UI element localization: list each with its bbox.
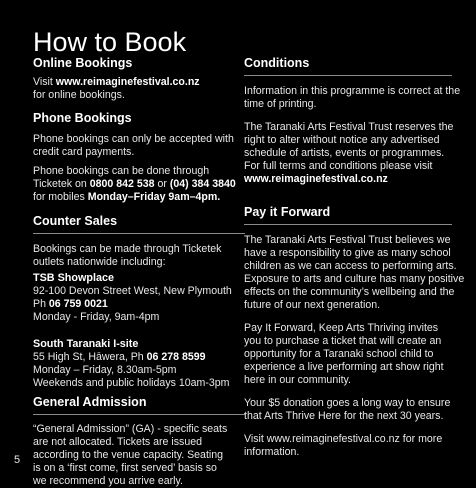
general-admission-line5: we recommend you arrive early. [33,475,183,487]
counter-sales-heading: Counter Sales [33,214,245,234]
pay-it-forward-heading: Pay it Forward [244,205,452,225]
right-column [244,56,465,459]
pif-p4-line1: Visit www.reimaginefestival.co.nz for more [244,433,443,445]
conditions-section [244,56,461,186]
conditions-p2-line1: The Taranaki Arts Festival Trust reserves the [244,121,454,133]
online-bookings-line [33,76,245,89]
phone-ticketek-line2 [33,178,245,191]
phone-or-text: or [154,178,170,190]
pif-p1-line2: have a responsibility to give as many school [244,247,451,259]
tsb-showplace-name: TSB Showplace [33,272,114,284]
conditions-p2-line2: right to alter without notice any advertised [244,134,440,146]
isite-phone: 06 278 8599 [146,351,206,363]
ticketek-phone-number: 0800 842 538 [89,178,155,190]
online-visit-text: Visit [33,76,56,88]
page-number: 5 [14,454,21,466]
general-admission-line1: “General Admission” (GA) - specific seats [33,423,228,435]
isite-hours-weekend: Weekends and public holidays 10am-3pm [33,377,230,389]
tsb-showplace-phone-line [33,298,245,311]
left-column [33,56,245,488]
phone-credit-card-line1: Phone bookings can only be accepted with [33,133,234,145]
phone-bookings-heading: Phone Bookings [33,111,132,125]
pif-p4-line2: information. [244,446,300,458]
general-admission-line3: according to the venue capacity. Seating [33,449,224,461]
tsb-showplace-address: 92-100 Devon Street West, New Plymouth [33,285,232,297]
pif-p2-line4: experience a live performing art show right [244,361,444,373]
phone-ticketek-line1: Phone bookings can be done through [33,165,210,177]
pif-p1-line1: The Taranaki Arts Festival Trust believes we [244,234,451,246]
pif-p3-line1: Your $5 donation goes a long way to ensure [244,397,451,409]
general-admission-heading: General Admission [33,395,245,415]
phone-hours-line [33,191,245,204]
pif-p1-line4: Exposure to arts and culture has many positive [244,273,465,285]
pif-p2-line1: Pay It Forward, Keep Arts Thriving invites [244,322,439,334]
isite-address-line [33,351,245,364]
conditions-heading: Conditions [244,56,452,76]
pif-p2-line3: opportunity for a Taranaki school child to [244,348,434,360]
general-admission-section [33,395,245,488]
pif-p1-line5: effects on the community’s wellbeing and the [244,286,455,298]
phone-mobiles-prefix: for mobiles [33,191,88,203]
pif-p2-line5: here in our community. [244,374,351,386]
pif-p1-line3: children as we can access to performing arts. [244,260,457,272]
pif-p3-line2: that Arts Thrive Here for the next 30 years. [244,410,444,422]
phone-credit-card-line2: credit card payments. [33,146,135,158]
pif-p1-line6: future of our next generation. [244,299,381,311]
pay-it-forward-section [244,205,465,459]
isite-hours-weekday: Monday – Friday, 8.30am-5pm [33,364,177,376]
isite-address: 55 High St, Hāwera, Ph [33,351,147,363]
phone-hours: Monday–Friday 9am–4pm. [87,191,221,203]
ticketek-mobile-number: (04) 384 3840 [169,178,236,190]
page-title: How to Book [33,27,187,57]
phone-bookings-section [33,111,245,204]
tsb-phone-prefix: Ph [33,298,49,310]
isite-name: South Taranaki I-site [33,338,139,350]
counter-intro-line1: Bookings can be made through Ticketek [33,243,222,255]
festival-website-link[interactable]: www.reimaginefestival.co.nz [55,76,200,88]
conditions-p2-line4: For full terms and conditions please visit [244,160,433,172]
pif-p2-line2: you to purchase a ticket that will create an [244,335,442,347]
conditions-p1-line2: time of printing. [244,98,317,110]
tsb-showplace-phone: 06 759 0021 [48,298,108,310]
conditions-p2-line3: schedule of artists, events or programmes. [244,147,445,159]
online-bookings-suffix: for online bookings. [33,89,125,101]
conditions-p1-line1: Information in this programme is correct at the [244,85,461,97]
general-admission-line2: are not allocated. Tickets are issued [33,436,203,448]
counter-intro-line2: outlets nationwide including: [33,256,166,268]
conditions-website-link[interactable]: www.reimaginefestival.co.nz [244,173,388,185]
tsb-showplace-hours: Monday - Friday, 9am-4pm [33,311,160,323]
online-bookings-heading: Online Bookings [33,56,133,70]
phone-ticketek-prefix: Ticketek on [33,178,90,190]
counter-sales-section [33,214,245,390]
general-admission-line4: is on a ‘first come, first served’ basis so [33,462,217,474]
online-bookings-section [33,56,245,102]
